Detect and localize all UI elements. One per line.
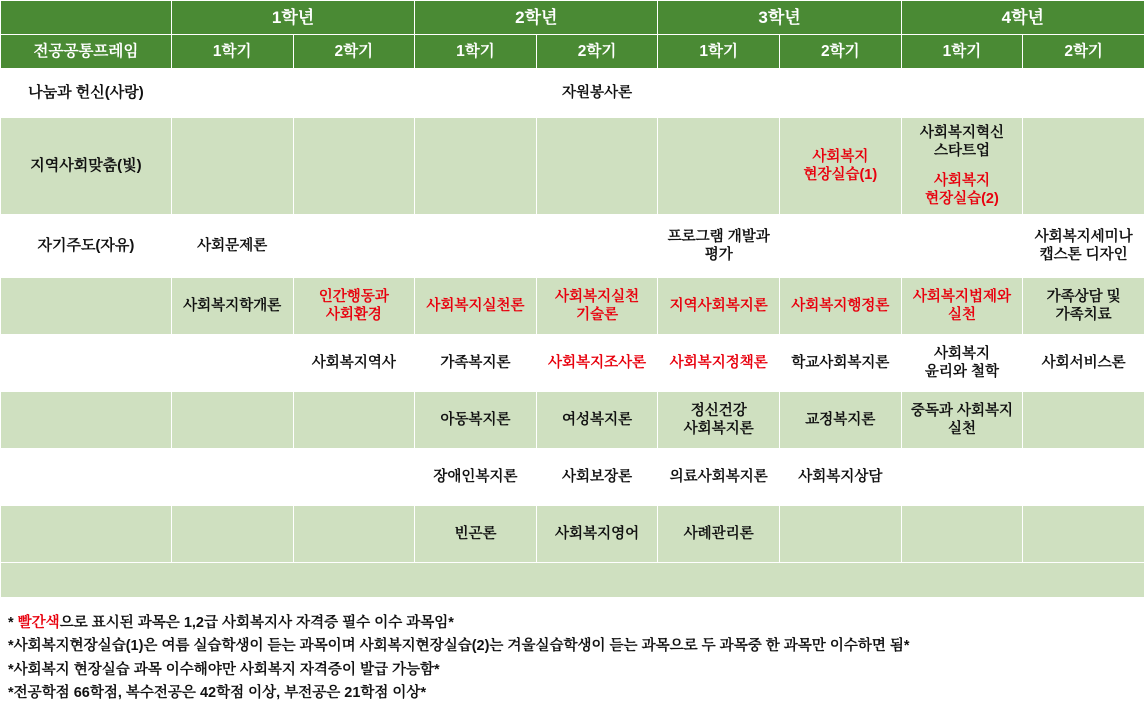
course-cell bbox=[658, 278, 780, 335]
course-cell bbox=[658, 449, 780, 506]
course-name-line: 평가 bbox=[704, 247, 733, 263]
course-cell bbox=[293, 69, 415, 118]
semester-header-2: 2학기 bbox=[293, 35, 415, 69]
cell-gap bbox=[904, 160, 1021, 172]
course-cell bbox=[293, 278, 415, 335]
course-name-line: 현장실습(2) bbox=[925, 191, 999, 208]
course-cell bbox=[901, 215, 1023, 278]
table-row bbox=[1, 392, 1145, 449]
course-cell bbox=[171, 335, 293, 392]
course-cell bbox=[293, 215, 415, 278]
course-cell bbox=[293, 335, 415, 392]
table-bottom-band bbox=[1, 563, 1145, 598]
semester-header-6: 2학기 bbox=[780, 35, 902, 69]
row-category-label bbox=[1, 335, 172, 392]
course-name-line: 빈곤론 bbox=[454, 525, 497, 542]
row-category-label bbox=[1, 449, 172, 506]
course-name-line: 사회환경 bbox=[325, 307, 382, 323]
course-name-line: 학교사회복지론 bbox=[791, 354, 890, 371]
course-cell bbox=[780, 506, 902, 563]
table-row bbox=[1, 215, 1145, 278]
course-name-line: 프로그램 개발과 bbox=[667, 228, 770, 245]
course-cell bbox=[1023, 278, 1145, 335]
course-cell bbox=[415, 215, 537, 278]
course-name-line: 인간행동과 bbox=[318, 288, 389, 305]
course-cell bbox=[171, 215, 293, 278]
course-name-line: 실천 bbox=[947, 421, 976, 437]
frame-label: 전공공통프레임 bbox=[1, 35, 172, 69]
semester-header-3: 1학기 bbox=[415, 35, 537, 69]
course-cell bbox=[901, 506, 1023, 563]
note-1-prefix: * bbox=[8, 615, 18, 631]
year-header-blank bbox=[1, 1, 172, 35]
course-cell bbox=[780, 215, 902, 278]
course-cell bbox=[1023, 506, 1145, 563]
table-bottom-band-cell bbox=[1, 563, 1145, 598]
note-line-2: *사회복지현장실습(1)은 여름 실습학생이 듣는 과목이며 사회복지현장실습(2)는 겨울실습학생이 듣는 과목으로 두 과목중 한 과목만 이수하면 됨* bbox=[8, 638, 910, 655]
course-cell bbox=[780, 335, 902, 392]
course-cell bbox=[171, 449, 293, 506]
note-line-1 bbox=[8, 612, 1137, 635]
course-name-line: 사회복지혁신 bbox=[919, 124, 1004, 141]
course-name-line: 사회복지 bbox=[933, 345, 990, 362]
course-cell bbox=[415, 335, 537, 392]
course-cell bbox=[780, 449, 902, 506]
course-cell bbox=[536, 392, 658, 449]
course-name-line: 가족상담 및 bbox=[1046, 288, 1121, 305]
year-header-row bbox=[1, 1, 1145, 35]
course-name bbox=[904, 124, 1021, 209]
course-cell bbox=[293, 449, 415, 506]
semester-header-4: 2학기 bbox=[536, 35, 658, 69]
course-cell bbox=[901, 392, 1023, 449]
course-name-line: 교정복지론 bbox=[805, 411, 876, 428]
course-name-line: 장애인복지론 bbox=[433, 468, 518, 485]
course-name-line: 자원봉사론 bbox=[562, 84, 633, 101]
note-1-rest: 으로 표시된 과목은 1,2급 사회복지사 자격증 필수 이수 과목임* bbox=[59, 615, 454, 631]
table-row bbox=[1, 278, 1145, 335]
course-name-line: 실천 bbox=[947, 307, 976, 323]
course-name-line: 사회복지 bbox=[812, 148, 869, 165]
course-cell bbox=[780, 118, 902, 215]
year-header-2: 2학년 bbox=[415, 1, 658, 35]
course-cell bbox=[901, 335, 1023, 392]
course-cell bbox=[1023, 118, 1145, 215]
course-name-line: 사회복지학개론 bbox=[183, 297, 282, 314]
course-cell bbox=[293, 118, 415, 215]
table-row bbox=[1, 506, 1145, 563]
course-cell bbox=[1023, 449, 1145, 506]
course-name-line: 정신건강 bbox=[690, 402, 747, 419]
row-category-label bbox=[1, 506, 172, 563]
row-category-label: 나눔과 헌신(사랑) bbox=[1, 69, 172, 118]
note-1-highlight: 빨간색 bbox=[17, 615, 60, 631]
course-name-line: 사회복지세미나 bbox=[1034, 228, 1133, 245]
course-name-line: 의료사회복지론 bbox=[669, 468, 768, 485]
course-cell bbox=[293, 392, 415, 449]
course-cell bbox=[171, 118, 293, 215]
course-name-line: 사회보장론 bbox=[562, 468, 633, 485]
course-cell bbox=[171, 278, 293, 335]
course-cell bbox=[171, 392, 293, 449]
curriculum-body bbox=[1, 69, 1145, 598]
course-name-line: 사회복지 bbox=[933, 173, 990, 189]
semester-header-row bbox=[1, 35, 1145, 69]
course-name-line: 사회복지조사론 bbox=[548, 354, 647, 371]
course-cell bbox=[1023, 69, 1145, 118]
course-name-line: 아동복지론 bbox=[440, 411, 511, 428]
year-header-1: 1학년 bbox=[171, 1, 414, 35]
course-cell bbox=[293, 506, 415, 563]
table-row bbox=[1, 118, 1145, 215]
course-cell bbox=[536, 278, 658, 335]
row-category-label: 지역사회맞춤(빛) bbox=[1, 118, 172, 215]
course-name-line: 사회복지론 bbox=[683, 421, 754, 437]
semester-header-5: 1학기 bbox=[658, 35, 780, 69]
table-row bbox=[1, 335, 1145, 392]
course-name-line: 사회복지실천론 bbox=[426, 297, 525, 314]
year-header-3: 3학년 bbox=[658, 1, 901, 35]
course-cell bbox=[901, 118, 1023, 215]
course-name-line: 중독과 사회복지 bbox=[910, 402, 1013, 419]
course-cell bbox=[780, 278, 902, 335]
course-cell bbox=[658, 506, 780, 563]
course-name-line: 사회복지법제와 bbox=[912, 288, 1011, 305]
notes-block bbox=[0, 598, 1145, 706]
course-name-line: 스타트업 bbox=[933, 142, 990, 159]
course-cell bbox=[780, 69, 902, 118]
course-cell bbox=[658, 215, 780, 278]
course-cell bbox=[658, 118, 780, 215]
semester-header-8: 2학기 bbox=[1023, 35, 1145, 69]
course-cell bbox=[1023, 215, 1145, 278]
course-cell bbox=[171, 506, 293, 563]
course-name-line: 가족복지론 bbox=[440, 354, 511, 371]
course-cell bbox=[536, 118, 658, 215]
row-category-label bbox=[1, 278, 172, 335]
table-row bbox=[1, 449, 1145, 506]
course-name-line: 사회복지영어 bbox=[555, 525, 640, 542]
course-name-line: 윤리와 철학 bbox=[924, 364, 999, 380]
course-cell bbox=[171, 69, 293, 118]
course-cell bbox=[901, 449, 1023, 506]
course-cell bbox=[536, 449, 658, 506]
course-name-line: 사회서비스론 bbox=[1041, 354, 1126, 371]
course-name-line: 사례관리론 bbox=[683, 525, 754, 542]
course-cell bbox=[536, 506, 658, 563]
course-name-line: 사회복지행정론 bbox=[791, 297, 890, 314]
year-header-4: 4학년 bbox=[901, 1, 1144, 35]
note-line-3: *사회복지 현장실습 과목 이수해야만 사회복지 자격증이 발급 가능함* bbox=[8, 661, 440, 678]
course-cell bbox=[658, 69, 780, 118]
row-category-label: 자기주도(자유) bbox=[1, 215, 172, 278]
course-name-line: 사회복지실천 bbox=[555, 288, 640, 305]
course-name-line: 사회문제론 bbox=[197, 237, 268, 254]
course-cell bbox=[901, 278, 1023, 335]
course-cell bbox=[658, 392, 780, 449]
course-cell bbox=[901, 69, 1023, 118]
course-name-line: 사회복지상담 bbox=[798, 468, 883, 485]
course-cell bbox=[536, 215, 658, 278]
course-cell bbox=[415, 449, 537, 506]
course-cell bbox=[415, 69, 537, 118]
course-name-line: 지역사회복지론 bbox=[669, 297, 768, 314]
course-cell bbox=[1023, 335, 1145, 392]
course-cell bbox=[415, 506, 537, 563]
course-cell bbox=[415, 278, 537, 335]
course-name-line: 여성복지론 bbox=[562, 411, 633, 428]
course-cell bbox=[415, 392, 537, 449]
course-name-line: 사회복지정책론 bbox=[669, 354, 768, 371]
course-name-line: 캡스톤 디자인 bbox=[1039, 247, 1128, 263]
course-cell bbox=[658, 335, 780, 392]
course-cell bbox=[536, 335, 658, 392]
course-cell bbox=[415, 118, 537, 215]
course-name-line: 기술론 bbox=[576, 307, 619, 323]
course-name-line: 현장실습(1) bbox=[803, 167, 878, 183]
course-cell bbox=[1023, 392, 1145, 449]
table-row bbox=[1, 69, 1145, 118]
semester-header-7: 1학기 bbox=[901, 35, 1023, 69]
course-cell bbox=[780, 392, 902, 449]
row-category-label bbox=[1, 392, 172, 449]
course-cell bbox=[536, 69, 658, 118]
course-name-line: 사회복지역사 bbox=[311, 354, 396, 371]
semester-header-1: 1학기 bbox=[171, 35, 293, 69]
course-name-line: 가족치료 bbox=[1055, 307, 1112, 323]
note-line-4: *전공학점 66학점, 복수전공은 42학점 이상, 부전공은 21학점 이상* bbox=[8, 685, 427, 702]
